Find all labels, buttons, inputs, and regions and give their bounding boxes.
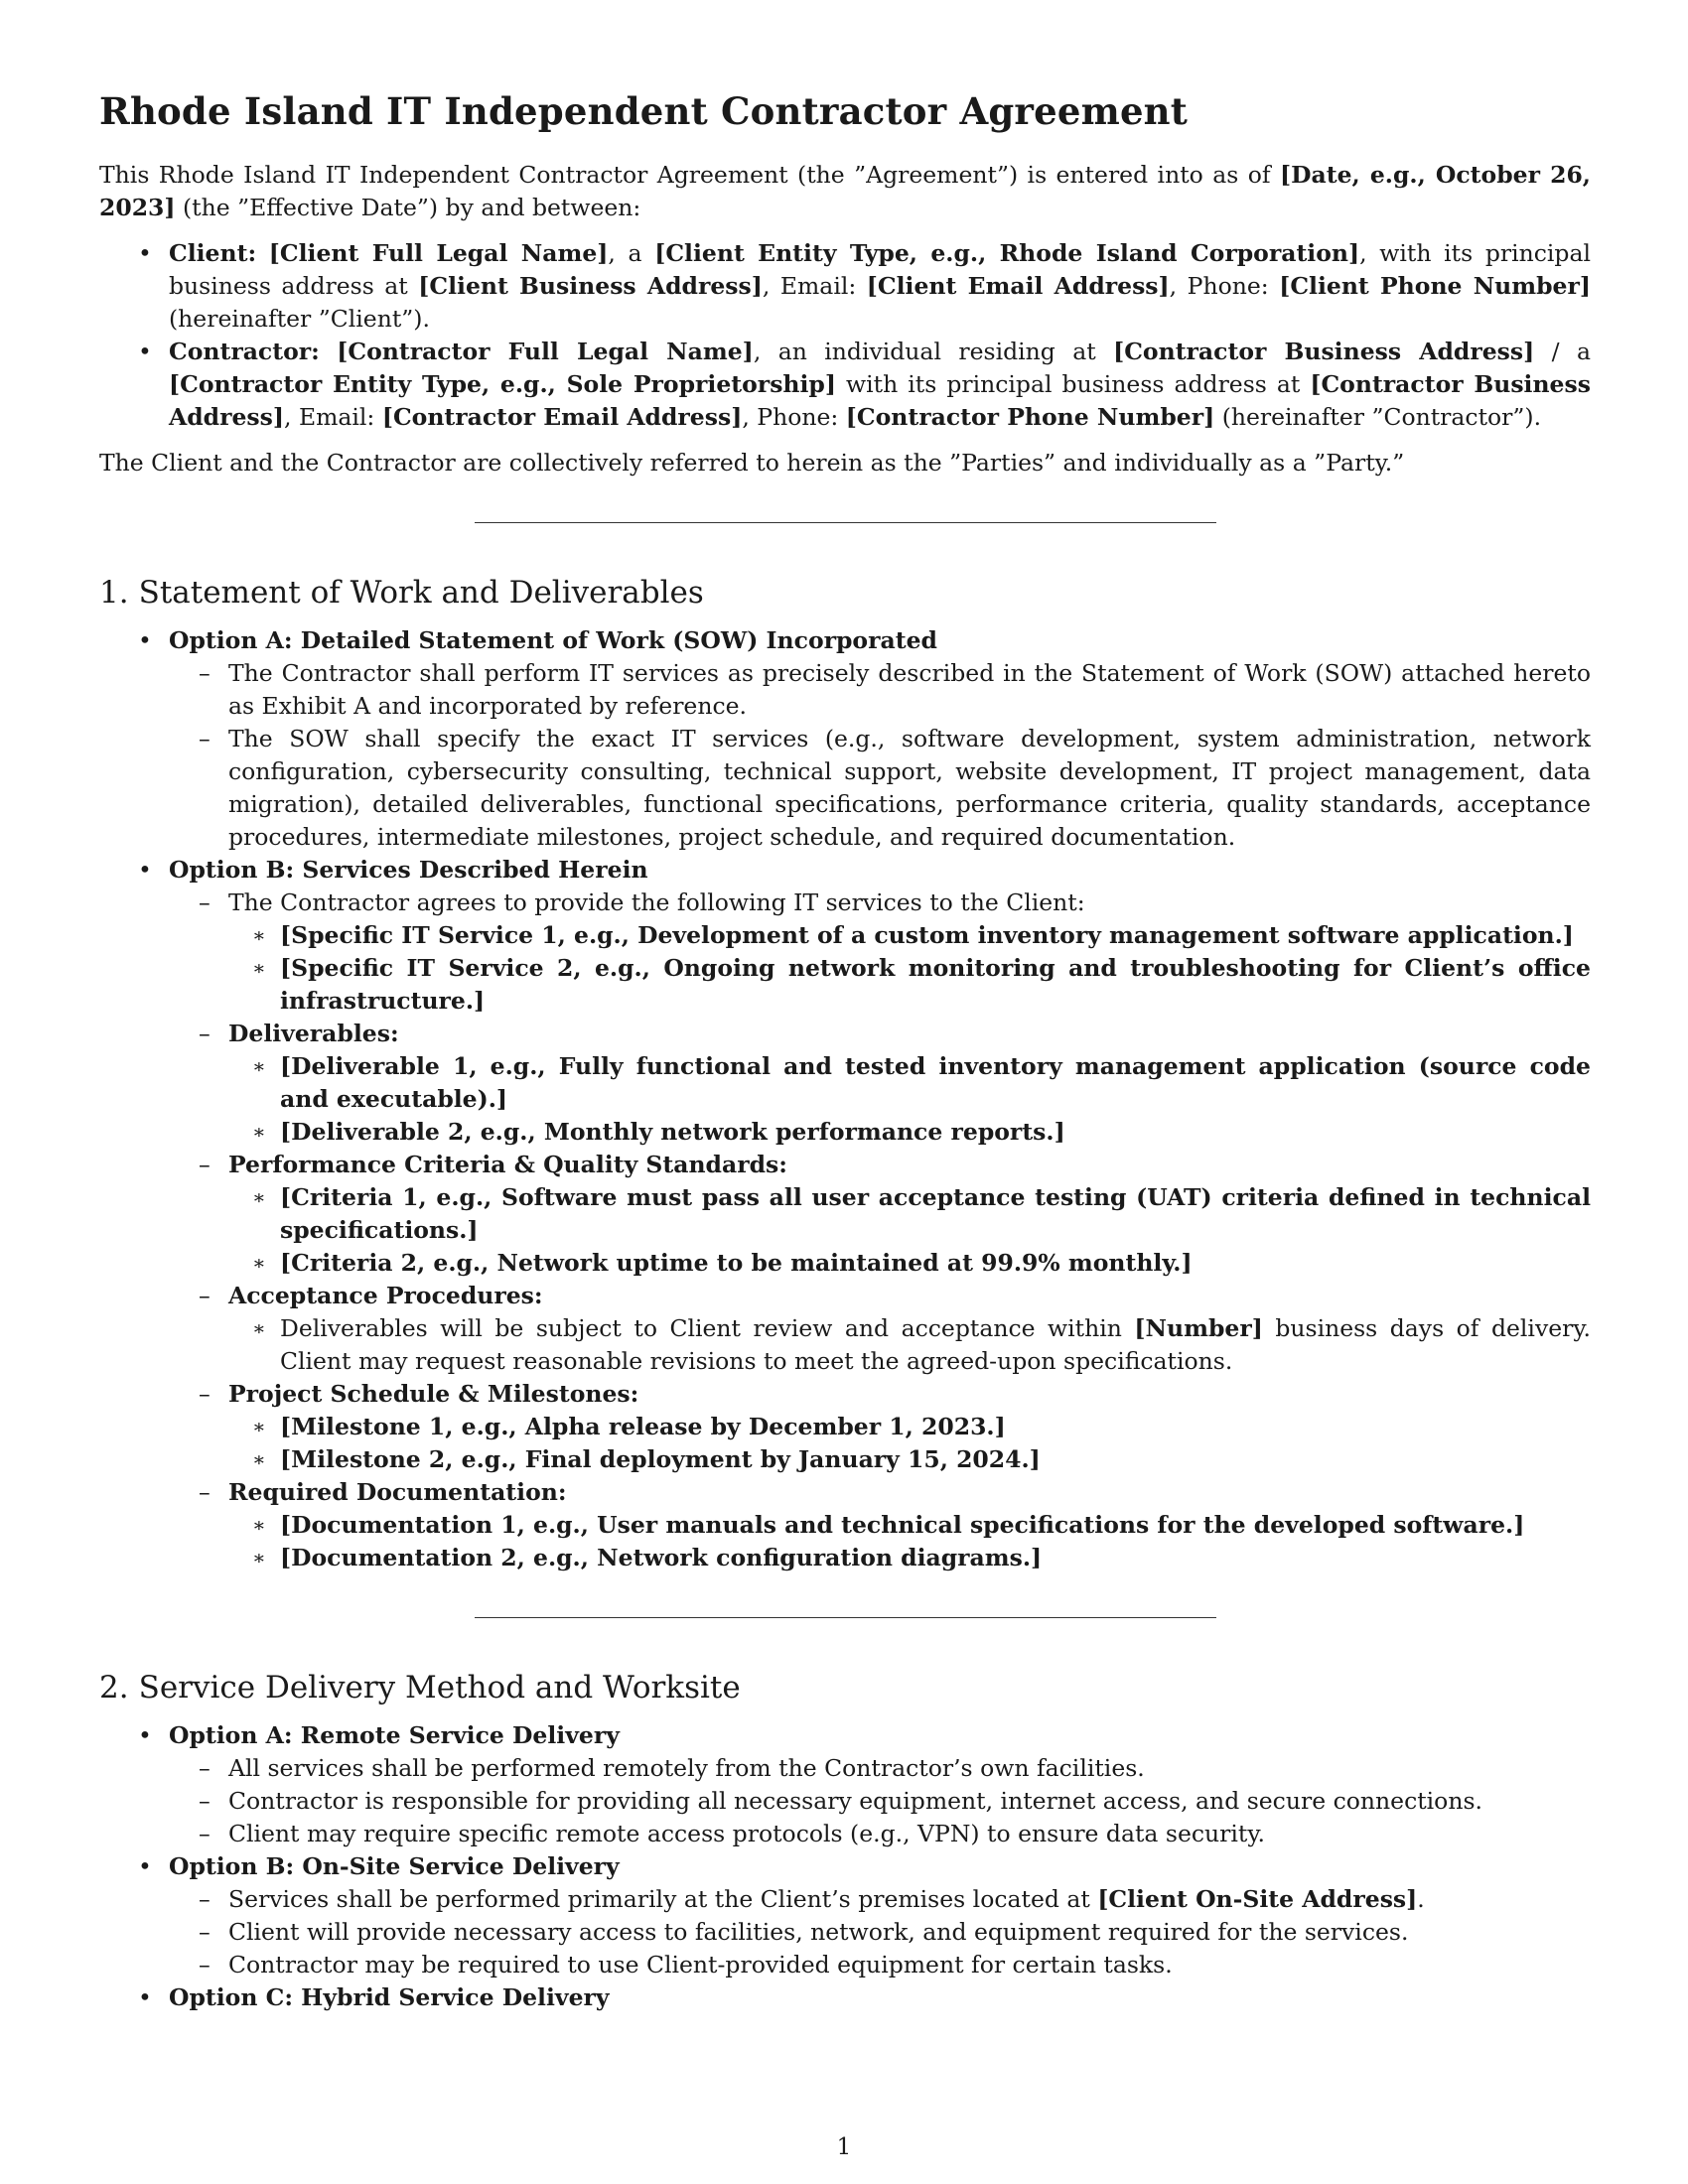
text-run: , Phone:: [1169, 272, 1280, 300]
acceptance-list: [228, 1312, 1591, 1378]
item-text: .: [1417, 1885, 1425, 1913]
contractor-phone: [Contractor Phone Number]: [845, 403, 1215, 431]
list-item: [169, 1883, 1591, 1916]
dash-icon: –: [199, 1787, 211, 1815]
intro-paragraph: [99, 159, 1591, 224]
option-b: [99, 1850, 1591, 1981]
effective-date-placeholder: [Date, e.g., October 26, 2023]: [99, 161, 1591, 221]
option-b-items: [169, 887, 1591, 1574]
party-client: [99, 237, 1591, 336]
section-title: Statement of Work and Deliverables: [138, 575, 704, 611]
list-item: [169, 657, 1591, 723]
item-text: [Specific IT Service 2, e.g., Ongoing network monitoring and troubleshooting for Client’s office infrastructure.]: [280, 954, 1591, 1015]
asterisk-icon: ∗: [252, 956, 266, 980]
bullet-icon: •: [138, 1983, 152, 2011]
document-page: [99, 89, 1591, 2014]
item-text: [Criteria 1, e.g., Software must pass all user acceptance testing (UAT) criteria defined in technical specifications.]: [280, 1183, 1591, 1244]
item-text: The Contractor shall perform IT services as precisely described in the Statement of Work (SOW) attached hereto as Exhibit A and incorporated by reference.: [228, 659, 1591, 720]
contractor-business-address: [Contractor Business Address]: [169, 370, 1591, 431]
text-run: , Phone:: [742, 403, 846, 431]
asterisk-icon: ∗: [252, 1054, 266, 1078]
deliverables-list: [228, 1050, 1591, 1149]
asterisk-icon: ∗: [252, 1415, 266, 1438]
client-label: Client:: [169, 239, 257, 267]
bullet-icon: •: [138, 338, 152, 365]
option-label: Option A: Detailed Statement of Work (SOW) Incorporated: [169, 626, 937, 654]
text-run: , Email:: [762, 272, 867, 300]
item-text: Contractor may be required to use Client-provided equipment for certain tasks.: [228, 1951, 1173, 1979]
dash-icon: –: [199, 1918, 211, 1946]
item-text: The SOW shall specify the exact IT services (e.g., software development, system administration, network configuration, cybersecurity consulting, technical support, website development, IT project management, data migration), detailed deliverables, functional specifications, performance criteria, quality standards, acceptance procedures, intermediate milestones, project schedule, and required documentation.: [228, 725, 1591, 851]
document-title: Rhode Island IT Independent Contractor Agreement: [99, 89, 1189, 133]
asterisk-icon: ∗: [252, 1316, 266, 1340]
list-item: [228, 1116, 1591, 1149]
item-text: Client may require specific remote access protocols (e.g., VPN) to ensure data security.: [228, 1820, 1265, 1847]
dash-icon: –: [199, 1754, 211, 1782]
client-address: [Client Business Address]: [418, 272, 763, 300]
documentation-list: [228, 1509, 1591, 1574]
list-item: [228, 1411, 1591, 1443]
item-text: Client will provide necessary access to facilities, network, and equipment required for the services.: [228, 1918, 1409, 1946]
intro-text: This Rhode Island IT Independent Contractor Agreement (the ”Agreement”) is entered into as of: [99, 161, 1280, 189]
dash-icon: –: [199, 1282, 211, 1309]
option-b: [99, 854, 1591, 1574]
option-label: Option C: Hybrid Service Delivery: [169, 1983, 610, 2011]
number-placeholder: [Number]: [1134, 1314, 1263, 1342]
asterisk-icon: ∗: [252, 1447, 266, 1471]
contractor-entity: [Contractor Entity Type, e.g., Sole Proprietorship]: [169, 370, 836, 398]
item-text: [Criteria 2, e.g., Network uptime to be maintained at 99.9% monthly.]: [280, 1249, 1193, 1277]
list-item: [169, 723, 1591, 854]
section-number: 1.: [99, 575, 129, 611]
section-2-options: [99, 1719, 1591, 2014]
contractor-name: [Contractor Full Legal Name]: [337, 338, 754, 365]
text-run: , with its principal business address at: [169, 239, 1591, 300]
dash-icon: –: [199, 888, 211, 916]
divider: [475, 1617, 1216, 1618]
bullet-icon: •: [138, 1852, 152, 1880]
item-text: Contractor is responsible for providing all necessary equipment, internet access, and secure connections.: [228, 1787, 1482, 1815]
asterisk-icon: ∗: [252, 1513, 266, 1537]
list-item: [169, 1916, 1591, 1949]
section-number: 2.: [99, 1670, 129, 1706]
list-item: [169, 1818, 1591, 1850]
section-title: Service Delivery Method and Worksite: [138, 1670, 741, 1706]
closing-paragraph: The Client and the Contractor are collectively referred to herein as the ”Parties” and individually as a ”Party.”: [99, 449, 1405, 477]
text-run: , Email:: [284, 403, 382, 431]
dash-icon: –: [199, 659, 211, 687]
option-a: [99, 1719, 1591, 1850]
list-item: [228, 1542, 1591, 1574]
dash-icon: –: [199, 1951, 211, 1979]
asterisk-icon: ∗: [252, 1546, 266, 1570]
item-text: [Milestone 2, e.g., Final deployment by January 15, 2024.]: [280, 1445, 1041, 1473]
item-text: [Deliverable 2, e.g., Monthly network performance reports.]: [280, 1118, 1065, 1146]
item-text: The Contractor agrees to provide the following IT services to the Client:: [228, 888, 1085, 916]
subheading: Required Documentation:: [228, 1478, 567, 1506]
page-number: 1: [836, 2134, 852, 2160]
list-item: [228, 952, 1591, 1018]
section-2-heading: [99, 1670, 1591, 1706]
list-item: [169, 1476, 1591, 1574]
dash-icon: –: [199, 1478, 211, 1506]
list-item: [169, 1280, 1591, 1378]
dash-icon: –: [199, 1820, 211, 1847]
bullet-icon: •: [138, 239, 152, 267]
bullet-icon: •: [138, 856, 152, 884]
dash-icon: –: [199, 1151, 211, 1178]
criteria-list: [228, 1181, 1591, 1280]
asterisk-icon: ∗: [252, 1185, 266, 1209]
text-run: (hereinafter ”Client”).: [169, 305, 430, 333]
client-email: [Client Email Address]: [866, 272, 1170, 300]
subheading: Project Schedule & Milestones:: [228, 1380, 639, 1408]
item-text: [Deliverable 1, e.g., Fully functional and tested inventory management application (source code and executable).]: [280, 1052, 1591, 1113]
list-item: [228, 919, 1591, 952]
text-run: / a: [1534, 338, 1591, 365]
contractor-label: Contractor:: [169, 338, 320, 365]
option-a-items: [169, 657, 1591, 854]
list-item: [228, 1443, 1591, 1476]
section-1-options: [99, 624, 1591, 1574]
dash-icon: –: [199, 1885, 211, 1913]
contractor-email: [Contractor Email Address]: [381, 403, 743, 431]
item-text: [Documentation 2, e.g., Network configuration diagrams.]: [280, 1544, 1043, 1571]
onsite-address-placeholder: [Client On-Site Address]: [1097, 1885, 1418, 1913]
item-text: [Milestone 1, e.g., Alpha release by December 1, 2023.]: [280, 1413, 1006, 1440]
option-label: Option A: Remote Service Delivery: [169, 1721, 620, 1749]
contractor-address: [Contractor Business Address]: [1113, 338, 1535, 365]
divider: [475, 522, 1216, 523]
list-item: [169, 1752, 1591, 1785]
subheading: Performance Criteria & Quality Standards:: [228, 1151, 787, 1178]
item-text: business days of delivery. Client may request reasonable revisions to meet the agreed-upon specifications.: [280, 1314, 1591, 1375]
services-list: [228, 919, 1591, 1018]
asterisk-icon: ∗: [252, 923, 266, 947]
client-name: [Client Full Legal Name]: [268, 239, 609, 267]
dash-icon: –: [199, 725, 211, 752]
item-text: [Specific IT Service 1, e.g., Development of a custom inventory management software application.]: [280, 921, 1574, 949]
intro-text-end: (the ”Effective Date”) by and between:: [175, 194, 641, 221]
text-run: with its principal business address at: [835, 370, 1311, 398]
text-run: , a: [608, 239, 655, 267]
list-item: [228, 1181, 1591, 1247]
list-item: [228, 1509, 1591, 1542]
asterisk-icon: ∗: [252, 1251, 266, 1275]
text-run: (hereinafter ”Contractor”).: [1214, 403, 1542, 431]
parties-list: [99, 237, 1591, 434]
dash-icon: –: [199, 1380, 211, 1408]
list-item: [169, 1785, 1591, 1818]
bullet-icon: •: [138, 626, 152, 654]
client-entity: [Client Entity Type, e.g., Rhode Island Corporation]: [654, 239, 1360, 267]
list-item: [228, 1247, 1591, 1280]
item-text: All services shall be performed remotely from the Contractor’s own facilities.: [228, 1754, 1145, 1782]
client-phone: [Client Phone Number]: [1279, 272, 1592, 300]
option-a: [99, 624, 1591, 854]
section-1-heading: [99, 575, 1591, 611]
dash-icon: –: [199, 1020, 211, 1047]
text-run: , an individual residing at: [753, 338, 1114, 365]
list-item: [169, 887, 1591, 1018]
milestones-list: [228, 1411, 1591, 1476]
party-contractor: [99, 336, 1591, 434]
asterisk-icon: ∗: [252, 1120, 266, 1144]
list-item: [169, 1149, 1591, 1280]
list-item: [169, 1018, 1591, 1149]
list-item: [228, 1050, 1591, 1116]
option-label: Option B: On-Site Service Delivery: [169, 1852, 620, 1880]
list-item: [169, 1949, 1591, 1981]
bullet-icon: •: [138, 1721, 152, 1749]
list-item: [228, 1312, 1591, 1378]
option-a-items: [169, 1752, 1591, 1850]
option-b-items: [169, 1883, 1591, 1981]
subheading: Acceptance Procedures:: [228, 1282, 543, 1309]
option-c: [99, 1981, 1591, 2014]
subheading: Deliverables:: [228, 1020, 399, 1047]
option-label: Option B: Services Described Herein: [169, 856, 648, 884]
item-text: Deliverables will be subject to Client review and acceptance within: [280, 1314, 1135, 1342]
list-item: [169, 1378, 1591, 1476]
item-text: [Documentation 1, e.g., User manuals and technical specifications for the developed software.]: [280, 1511, 1525, 1539]
item-text: Services shall be performed primarily at the Client’s premises located at: [228, 1885, 1098, 1913]
